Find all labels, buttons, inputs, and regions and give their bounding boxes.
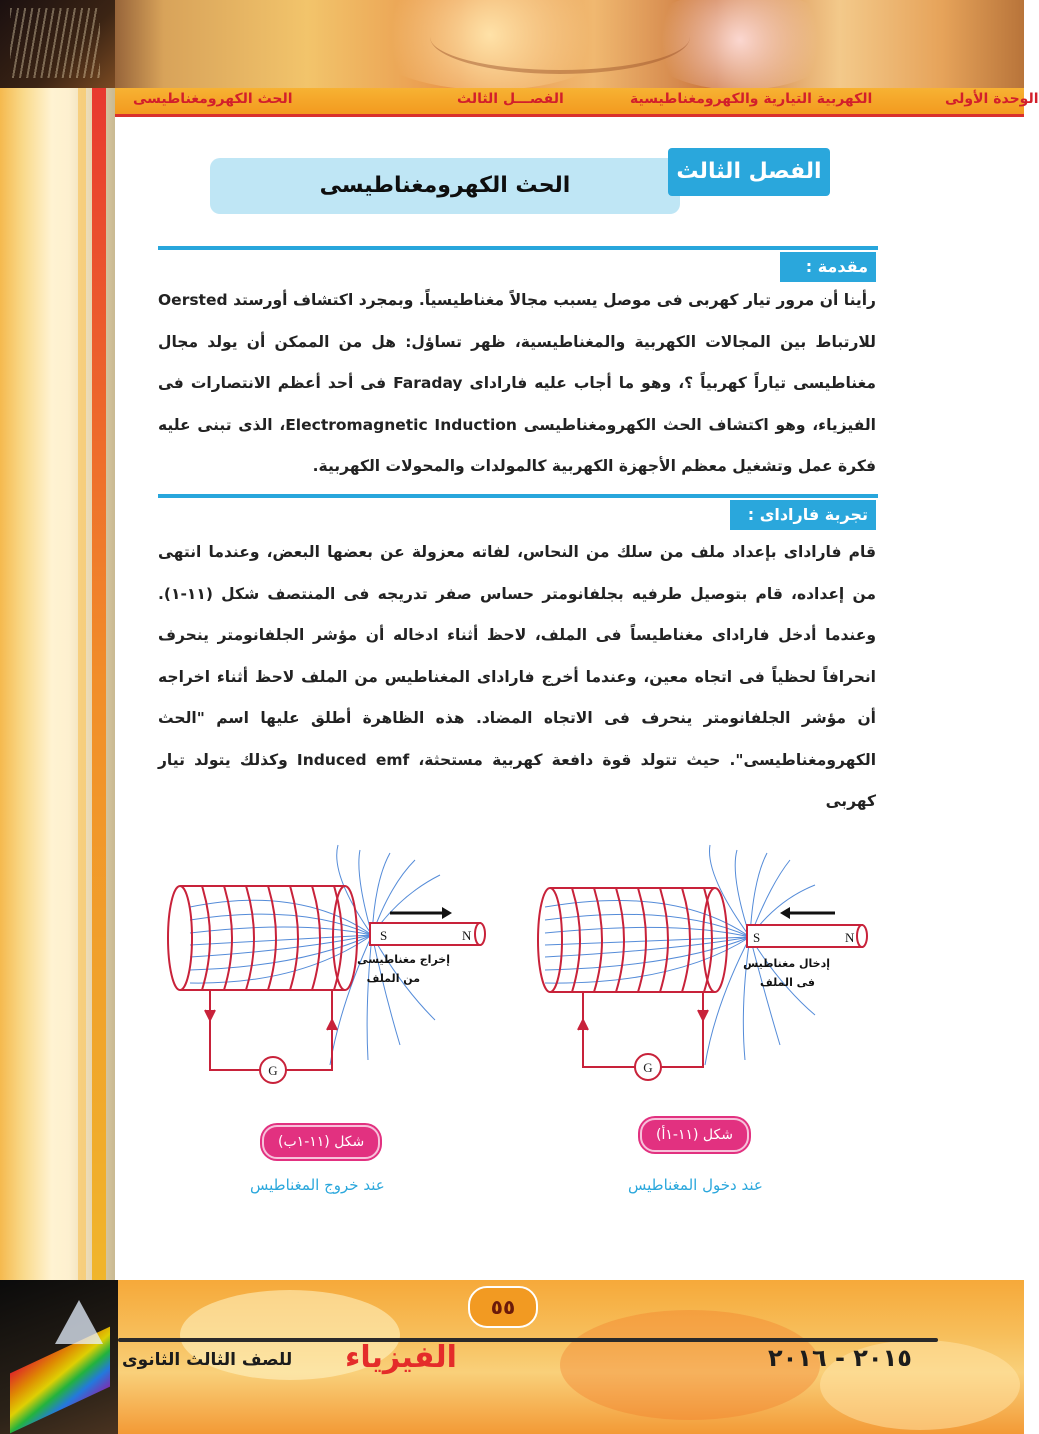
figure-caption-a: شكل (١١-١أ) bbox=[640, 1118, 749, 1152]
figure-label-line1: إدخال مغناطيس bbox=[743, 957, 830, 970]
galvanometer-label: G bbox=[643, 1060, 653, 1075]
magnet-south-pole: S bbox=[753, 930, 761, 945]
running-header bbox=[115, 88, 1039, 117]
figure-magnet-exit bbox=[150, 845, 500, 1095]
figure-label-line1: إخراج مغناطيسى bbox=[357, 953, 450, 966]
footer-year: ٢٠١٥ - ٢٠١٦ bbox=[768, 1344, 912, 1372]
footer-grade: للصف الثالث الثانوى bbox=[122, 1350, 293, 1370]
galvanometer-label: G bbox=[268, 1063, 278, 1078]
figure-subcaption-b: عند خروج المغناطيس bbox=[250, 1176, 385, 1194]
chapter-title: الحث الكهرومغناطيسى bbox=[210, 158, 680, 214]
footer-rule bbox=[118, 1338, 938, 1342]
left-red-band bbox=[92, 88, 106, 1280]
coil bbox=[168, 886, 357, 990]
experiment-paragraph: قام فاراداى بإعداد ملف من سلك من النحاس، لفاته معزولة عن بعضها البعض، وعندما انتهى من إعداده، قام بتوصيل طرفيه بجلفانومتر حساس صفر تدريجه فى المنتصف شكل (١١-١). وعندما أدخل فاراداى مغناطيساً فى الملف، لاحظ أثناء ادخاله أن مؤشر الجلفانومتر ينحرف انحرافاً لحظياً فى اتجاه معين، وعندما أخرج فاراداى المغناطيس من الملف لاحظ أثناء اخراجه أن مؤشر الجلفانومتر ينحرف فى الاتجاه المضاد. هذه الظاهرة أطلق عليها اسم "الحث الكهرومغناطيسى". حيث تتولد قوة دافعة كهربية مستحثة، Induced emf وكذلك يتولد تيار كهربى bbox=[158, 543, 877, 810]
figure-subcaption-a: عند دخول المغناطيس bbox=[628, 1176, 763, 1194]
prism-image bbox=[0, 1280, 118, 1434]
magnet-north-pole: N bbox=[462, 928, 472, 943]
top-decorative-banner bbox=[0, 0, 1024, 88]
arrow-right-icon bbox=[442, 907, 452, 919]
figure-label-line2: من الملف bbox=[366, 972, 420, 985]
left-decorative-column bbox=[0, 88, 115, 1280]
section-rule bbox=[158, 246, 878, 250]
intro-heading: مقدمة : bbox=[780, 252, 876, 282]
prism-icon bbox=[55, 1300, 103, 1344]
magnet-south-pole: S bbox=[380, 928, 388, 943]
intro-paragraph: رأينا أن مرور تيار كهربى فى موصل يسبب مجالاً مغناطيسياً. وبمجرد اكتشاف أورستد Oersted للارتباط بين المجالات الكهربية والمغناطيسية، ظهر تساؤل: هل من الممكن أن يولد مجال مغناطيسى تياراً كهربياً ؟، وهو ما أجاب عليه فاراداى Faraday فى أحد أعظم الانتصارات فى الفيزياء، وهو اكتشاف الحث الكهرومغناطيسى Electromagnetic Induction، الذى تبنى عليه فكرة عمل وتشغيل معظم الأجهزة الكهربية كالمولدات والمحولات الكهربية. bbox=[158, 291, 876, 475]
figure-label-line2: فى الملف bbox=[759, 976, 815, 989]
header-chapter: الفصـــل الثالث bbox=[457, 91, 564, 107]
figure-caption-b: شكل (١١-١ب) bbox=[262, 1125, 380, 1159]
magnetic-field-lines bbox=[545, 845, 815, 1065]
header-topic: الكهربية التيارية والكهرومغناطيسية bbox=[630, 91, 873, 107]
page-number: ٥٥ bbox=[468, 1286, 538, 1328]
footer-subject: الفيزياء bbox=[345, 1340, 457, 1375]
arrow-left-icon bbox=[780, 907, 790, 919]
section-rule bbox=[158, 494, 878, 498]
left-stripe bbox=[78, 88, 86, 1280]
header-lesson: الحث الكهرومغناطيسى bbox=[133, 91, 293, 107]
chapter-tab: الفصل الثالث bbox=[668, 148, 830, 196]
magnet-north-pole: N bbox=[845, 930, 855, 945]
banner-light-rays bbox=[10, 8, 100, 78]
figure-magnet-entry bbox=[525, 845, 875, 1095]
experiment-heading: تجربة فاراداى : bbox=[730, 500, 876, 530]
banner-ring bbox=[430, 0, 690, 74]
header-unit: الوحدة الأولى bbox=[945, 91, 1039, 107]
